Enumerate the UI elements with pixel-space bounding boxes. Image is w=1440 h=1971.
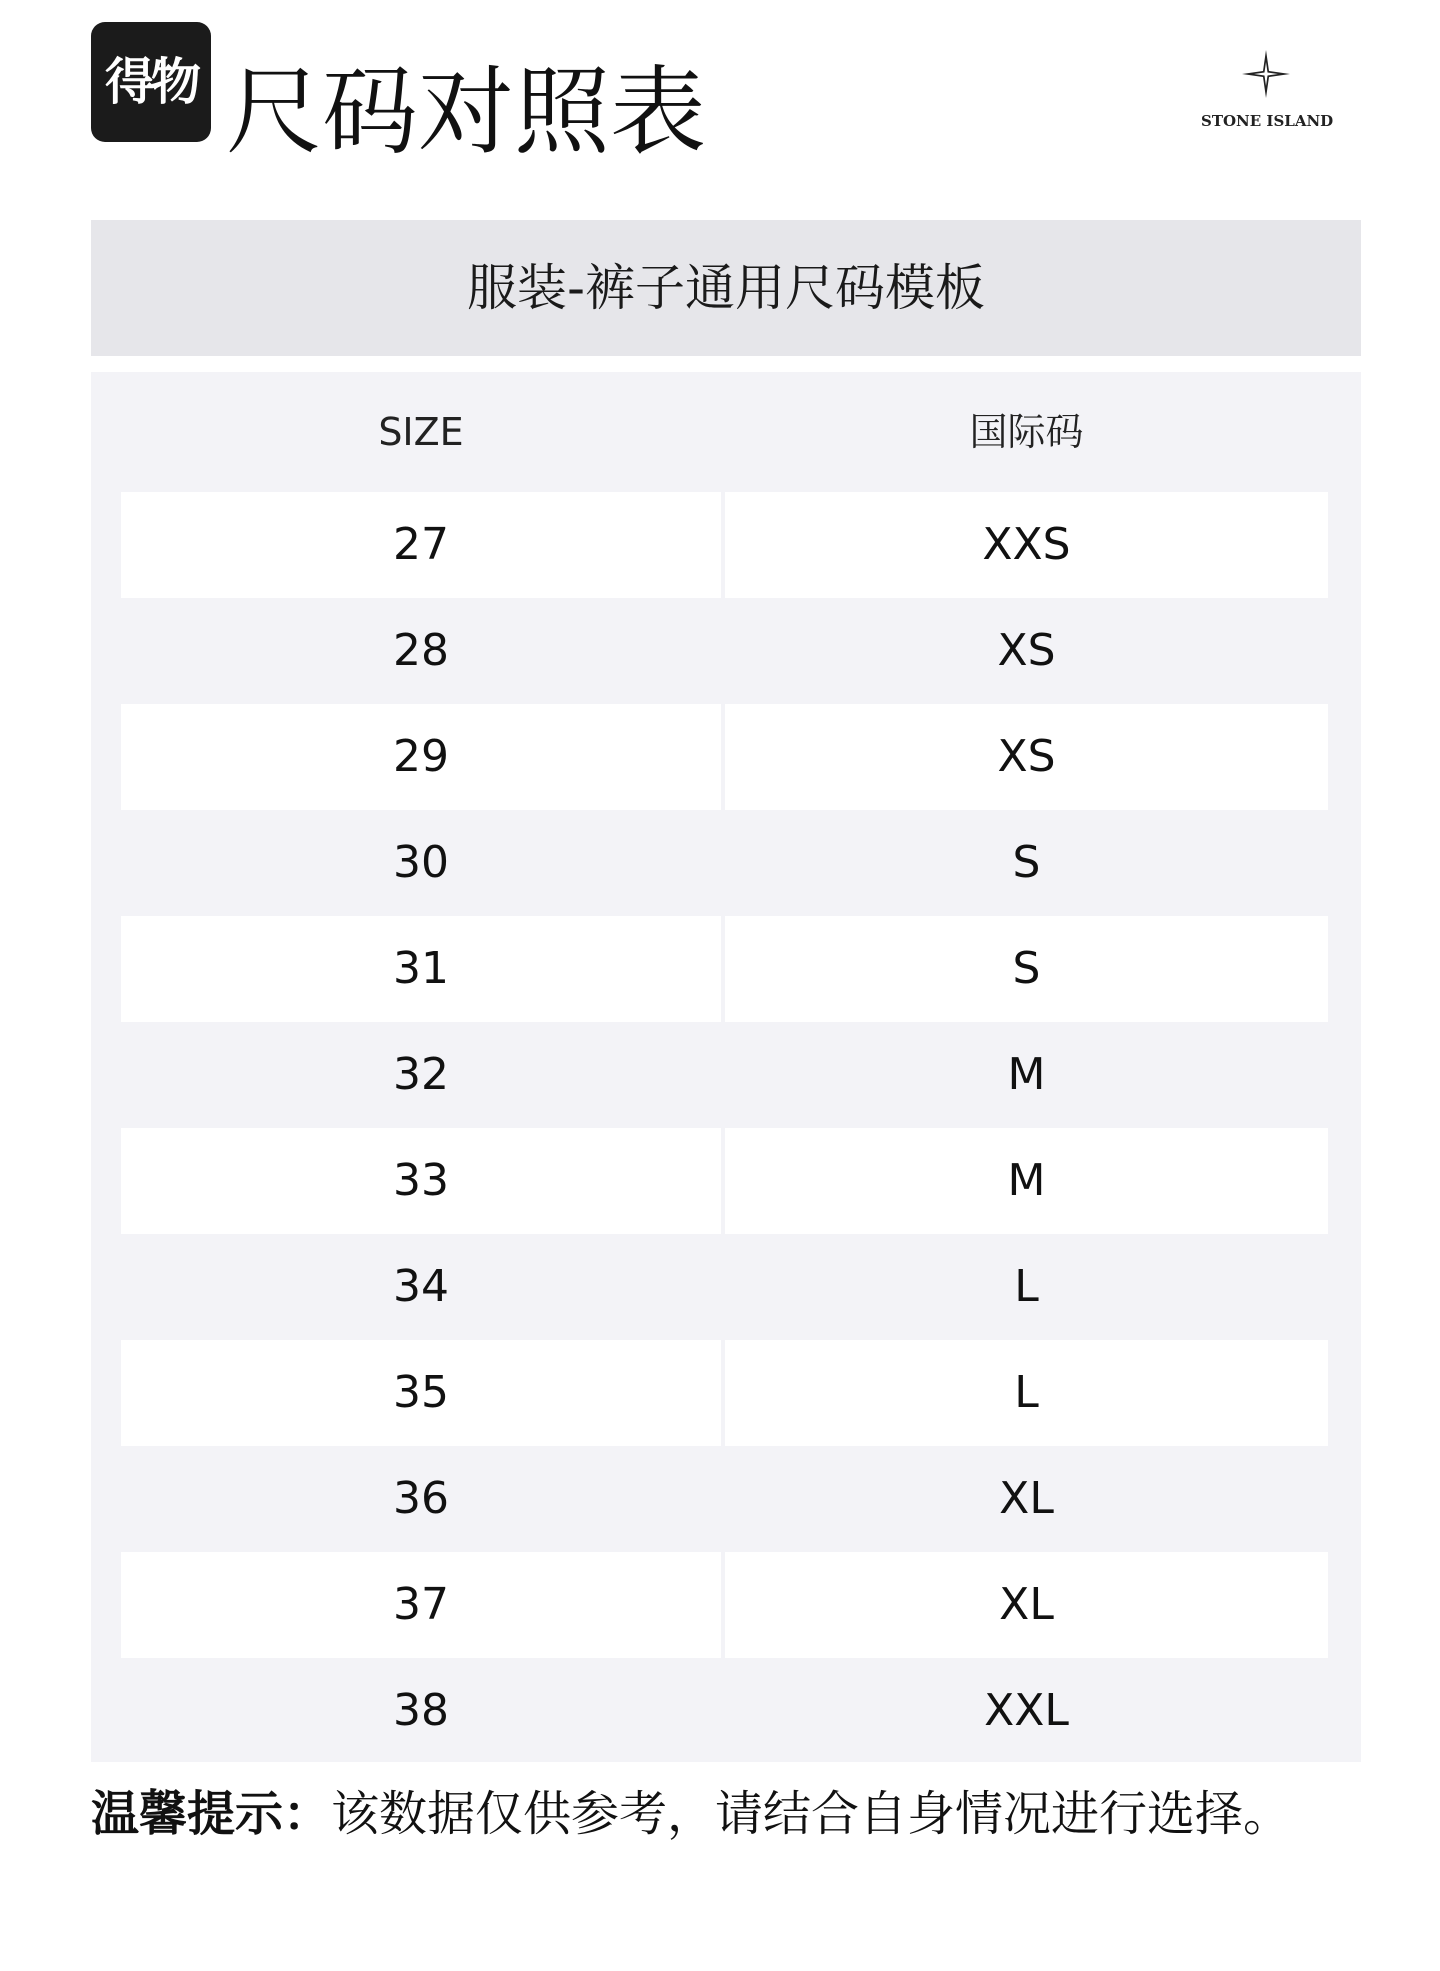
international-size-cell: XL [999,1473,1054,1524]
size-cell: 29 [121,704,721,810]
tip-text: 该数据仅供参考，请结合自身情况进行选择。 [331,1786,1292,1842]
tip-label: 温馨提示： [91,1786,332,1842]
table-row [121,810,1328,916]
table-row [121,1128,1328,1234]
compass-star-icon [1242,50,1290,98]
international-size-cell: M [725,1128,1328,1234]
app-logo: 得物 [91,22,211,142]
page-header [91,22,1361,172]
international-size-cell: XXL [984,1685,1069,1736]
brand-logo [1201,50,1334,130]
column-header-size: SIZE [378,410,464,454]
size-cell: 36 [393,1473,449,1524]
table-row [121,1658,1328,1764]
size-table [91,372,1361,1762]
table-row [121,1340,1328,1446]
international-size-cell: M [1007,1049,1046,1100]
size-cell: 33 [121,1128,721,1234]
table-row [121,492,1328,598]
size-cell: 38 [393,1685,449,1736]
table-row [121,704,1328,810]
size-cell: 37 [121,1552,721,1658]
table-row [121,1552,1328,1658]
international-size-cell: XS [997,625,1056,676]
brand-wordmark: STONE ISLAND [1201,112,1334,130]
international-size-cell: S [725,916,1328,1022]
size-cell: 35 [121,1340,721,1446]
table-title: 服装-裤子通用尺码模板 [91,220,1361,356]
page-title: 尺码对照表 [226,56,706,168]
table-row [121,916,1328,1022]
international-size-cell: XL [725,1552,1328,1658]
international-size-cell: L [1014,1261,1039,1312]
size-cell: 34 [393,1261,449,1312]
international-size-cell: L [725,1340,1328,1446]
column-header-international-size: 国际码 [969,410,1084,454]
size-cell: 27 [121,492,721,598]
table-row [121,1234,1328,1340]
size-cell: 28 [393,625,449,676]
table-row [121,1022,1328,1128]
size-cell: 30 [393,837,449,888]
table-body [121,492,1328,1764]
international-size-cell: S [1012,837,1041,888]
international-size-cell: XXS [725,492,1328,598]
international-size-cell: XS [725,704,1328,810]
size-cell: 32 [393,1049,449,1100]
table-row [121,1446,1328,1552]
footer-tip [91,1778,1391,1850]
size-cell: 31 [121,916,721,1022]
table-row [121,598,1328,704]
